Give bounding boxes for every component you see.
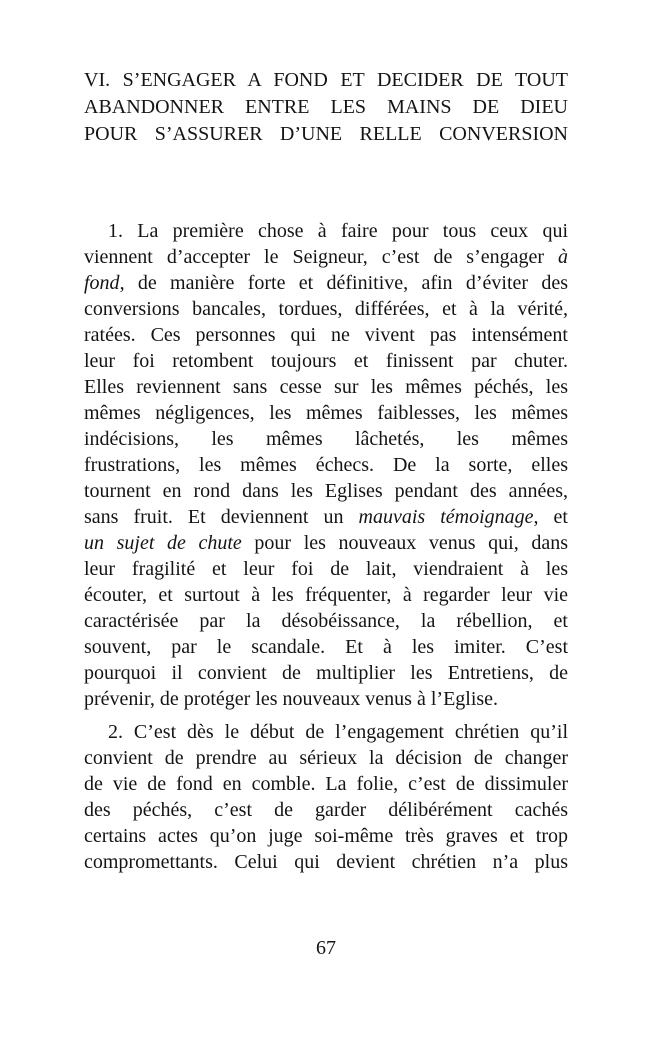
text-line [84,218,568,244]
text-segment: ratées. Ces personnes qui ne vivent pas intensément [84,324,568,346]
chapter-heading-line: POUR S’ASSURER D’UNE RELLE CONVERSION [84,123,568,145]
text-segment: leur fragilité et leur foi de lait, viendraient à les [84,558,568,580]
body-paragraphs [84,218,568,875]
text-segment: convient de prendre au sérieux la décision de changer [84,747,568,769]
italic-text-segment: mauvais témoignage [358,506,534,528]
text-segment: viennent d’accepter le Seigneur, c’est de s’engager [84,246,558,268]
text-line [84,400,568,426]
text-segment: tournent en rond dans les Eglises pendant des années, [84,480,568,502]
text-segment: , de manière forte et définitive, afin d’éviter des [119,272,568,294]
italic-text-segment: fond [84,272,120,294]
paragraph [84,719,568,875]
text-line [84,660,568,686]
page-number: 67 [316,937,336,959]
text-segment: pourquoi il convient de multiplier les Entretiens, de [84,662,568,684]
text-line [84,296,568,322]
text-line [84,771,568,797]
text-segment: des péchés, c’est de garder délibérément cachés [84,799,568,821]
text-segment: 1. La première chose à faire pour tous ceux qui [108,220,568,242]
text-segment: indécisions, les mêmes lâchetés, les mêmes [84,428,568,450]
text-line [84,348,568,374]
text-line [84,322,568,348]
text-line [84,244,568,270]
text-segment: de vie de fond en comble. La folie, c’est de dissimuler [84,773,568,795]
chapter-heading-line: VI. S’ENGAGER A FOND ET DECIDER DE TOUT [84,69,568,91]
paragraph [84,218,568,712]
text-line [84,797,568,823]
text-line [84,582,568,608]
text-segment: certains actes qu’on juge soi-même très graves et trop [84,825,568,847]
text-line [84,478,568,504]
text-line [84,426,568,452]
italic-text-segment: à [558,246,568,268]
text-segment: pour les nouveaux venus qui, dans [241,532,568,554]
text-line [84,634,568,660]
text-line [84,556,568,582]
text-segment: souvent, par le scandale. Et à les imiter. C’est [84,636,568,658]
chapter-heading-line: ABANDONNER ENTRE LES MAINS DE DIEU [84,96,568,118]
text-line [84,374,568,400]
text-segment: conversions bancales, tordues, différées, et à la vérité, [84,298,568,320]
text-segment: leur foi retombent toujours et finissent par chuter. [84,350,568,372]
text-line [84,270,568,296]
text-line [84,849,568,875]
text-segment: 2. C’est dès le début de l’engagement chrétien qu’il [108,721,568,743]
text-segment: compromettants. Celui qui devient chrétien n’a plus [84,851,568,873]
text-line [84,719,568,745]
text-segment: prévenir, de protéger les nouveaux venus à l’Eglise. [84,688,499,710]
italic-text-segment: un sujet de chute [84,532,242,554]
text-line [84,452,568,478]
text-line [84,686,568,712]
text-line [84,823,568,849]
text-segment: frustrations, les mêmes échecs. De la sorte, elles [84,454,568,476]
text-line [84,504,568,530]
text-segment: mêmes négligences, les mêmes faiblesses, les mêmes [84,402,568,424]
text-line [84,745,568,771]
text-segment: Elles reviennent sans cesse sur les mêmes péchés, les [84,376,568,398]
text-line [84,608,568,634]
text-segment: , et [533,506,568,528]
chapter-heading [84,67,568,148]
text-segment: caractérisée par la désobéissance, la rébellion, et [84,610,568,632]
text-segment: sans fruit. Et deviennent un [84,506,359,528]
text-line [84,530,568,556]
text-segment: écouter, et surtout à les fréquenter, à regarder leur vie [84,584,568,606]
